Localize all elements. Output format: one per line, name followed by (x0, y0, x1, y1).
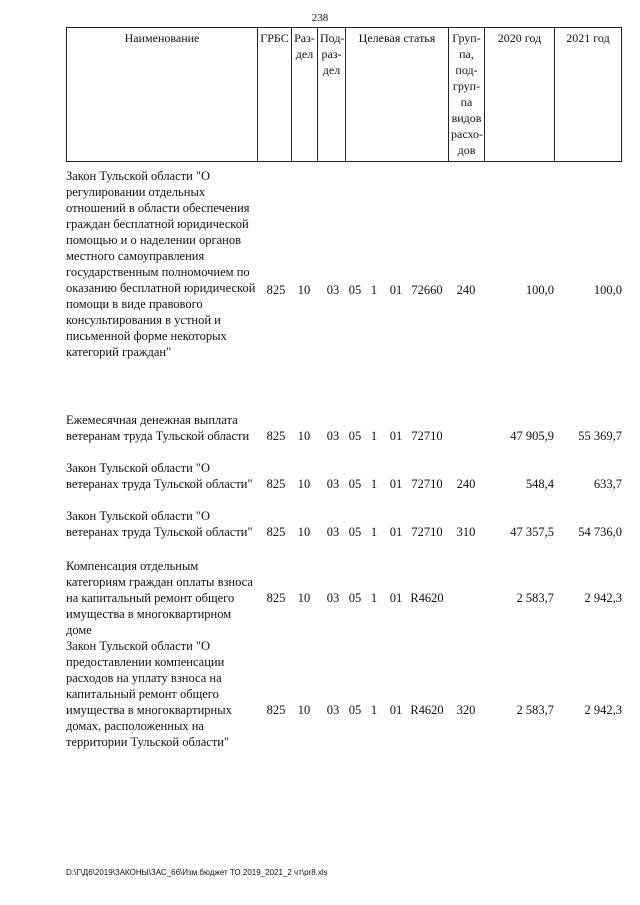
row-program: 05 (348, 283, 362, 297)
row-podrazdel: 03 (326, 477, 340, 491)
header-podrazdel-col (318, 28, 346, 161)
row-podrazdel: 03 (326, 429, 340, 443)
row-subprogram: 1 (370, 703, 378, 717)
row-2021: 633,7 (593, 477, 622, 491)
row-2020: 2 583,7 (516, 591, 554, 605)
row-name: Закон Тульской области "О ветеранах труда Тульской области" (66, 509, 253, 539)
row-program: 05 (348, 429, 362, 443)
header-razdel-col (292, 28, 318, 161)
row-razdel: 10 (297, 591, 311, 605)
row-razdel: 10 (297, 703, 311, 717)
row-main-event: 01 (389, 703, 403, 717)
header-razdel: Раз- дел (294, 31, 315, 61)
row-2020: 47 905,9 (510, 429, 554, 443)
row-main-event: 01 (389, 429, 403, 443)
row-name: Компенсация отдельным категориям граждан оплаты взноса на капитальный ремонт общего имущества в многоквартирном доме (66, 559, 253, 637)
row-razdel: 10 (297, 477, 311, 491)
row-direction: R4620 (410, 591, 444, 605)
row-podrazdel: 03 (326, 283, 340, 297)
row-razdel: 10 (297, 283, 311, 297)
row-razdel: 10 (297, 525, 311, 539)
row-gruppa: 320 (456, 703, 476, 717)
row-subprogram: 1 (370, 525, 378, 539)
header-2021-col (555, 28, 621, 161)
header-2021: 2021 год (566, 31, 610, 45)
row-name: Ежемесячная денежная выплата ветеранам труда Тульской области (66, 413, 250, 443)
row-name: Закон Тульской области "О регулировании отдельных отношений в области обеспечения граждан бесплатной юридической помощью и о наделении органов местного самоуправления государственным полномочием по оказанию бесплатной юридической помощи в виде правового консультирования в устной и письменной форме некоторых категорий граждан" (66, 169, 256, 359)
row-2020: 548,4 (525, 477, 554, 491)
row-2021: 100,0 (593, 283, 622, 297)
row-main-event: 01 (389, 477, 403, 491)
row-subprogram: 1 (370, 477, 378, 491)
row-gruppa: 240 (456, 283, 476, 297)
row-gruppa: 240 (456, 477, 476, 491)
header-celevaya: Целевая статья (358, 31, 436, 45)
row-name: Закон Тульской области "О предоставлении компенсации расходов на уплату взноса на капитальный ремонт общего имущества в многоквартирных домах, расположенных на территории Тульской области" (66, 639, 232, 749)
header-2020: 2020 год (497, 31, 542, 45)
file-path-footer: D:\Г\Д6\2019\ЗАКОНЫ\ЗАС_66\Изм.бюджет ТО 2019_2021_2 чт\pr8.xls (66, 868, 328, 877)
row-main-event: 01 (389, 283, 403, 297)
row-program: 05 (348, 591, 362, 605)
row-direction: 72710 (411, 429, 443, 443)
row-razdel: 10 (297, 429, 311, 443)
row-podrazdel: 03 (326, 525, 340, 539)
row-program: 05 (348, 525, 362, 539)
row-subprogram: 1 (370, 429, 378, 443)
row-2020: 100,0 (525, 283, 554, 297)
header-grbs: ГРБС (260, 31, 289, 45)
row-subprogram: 1 (370, 591, 378, 605)
table-header (66, 27, 622, 162)
row-2021: 2 942,3 (584, 703, 622, 717)
row-grbs: 825 (266, 525, 286, 539)
row-2021: 2 942,3 (584, 591, 622, 605)
row-direction: 72660 (411, 283, 443, 297)
row-grbs: 825 (266, 283, 286, 297)
row-2020: 2 583,7 (516, 703, 554, 717)
header-celevaya-col (346, 28, 449, 161)
row-2021: 54 736,0 (578, 525, 622, 539)
row-2020: 47 357,5 (510, 525, 554, 539)
header-gruppa-col (449, 28, 485, 161)
row-grbs: 825 (266, 477, 286, 491)
row-grbs: 825 (266, 703, 286, 717)
header-podrazdel: Под- раз- дел (320, 31, 345, 77)
header-name: Наименование (124, 31, 200, 45)
header-name-col (67, 28, 258, 161)
row-subprogram: 1 (370, 283, 378, 297)
header-gruppa: Груп- па, под- груп- па видов расхо- дов (451, 31, 484, 157)
row-direction: R4620 (410, 703, 444, 717)
row-grbs: 825 (266, 591, 286, 605)
row-name: Закон Тульской области "О ветеранах труда Тульской области" (66, 461, 253, 491)
row-main-event: 01 (389, 591, 403, 605)
row-2021: 55 369,7 (578, 429, 622, 443)
page-number: 238 (311, 12, 329, 24)
row-podrazdel: 03 (326, 591, 340, 605)
row-program: 05 (348, 477, 362, 491)
row-podrazdel: 03 (326, 703, 340, 717)
row-program: 05 (348, 703, 362, 717)
row-direction: 72710 (411, 525, 443, 539)
row-direction: 72710 (411, 477, 443, 491)
row-grbs: 825 (266, 429, 286, 443)
row-main-event: 01 (389, 525, 403, 539)
header-grbs-col (258, 28, 292, 161)
row-gruppa: 310 (456, 525, 476, 539)
header-2020-col (485, 28, 555, 161)
